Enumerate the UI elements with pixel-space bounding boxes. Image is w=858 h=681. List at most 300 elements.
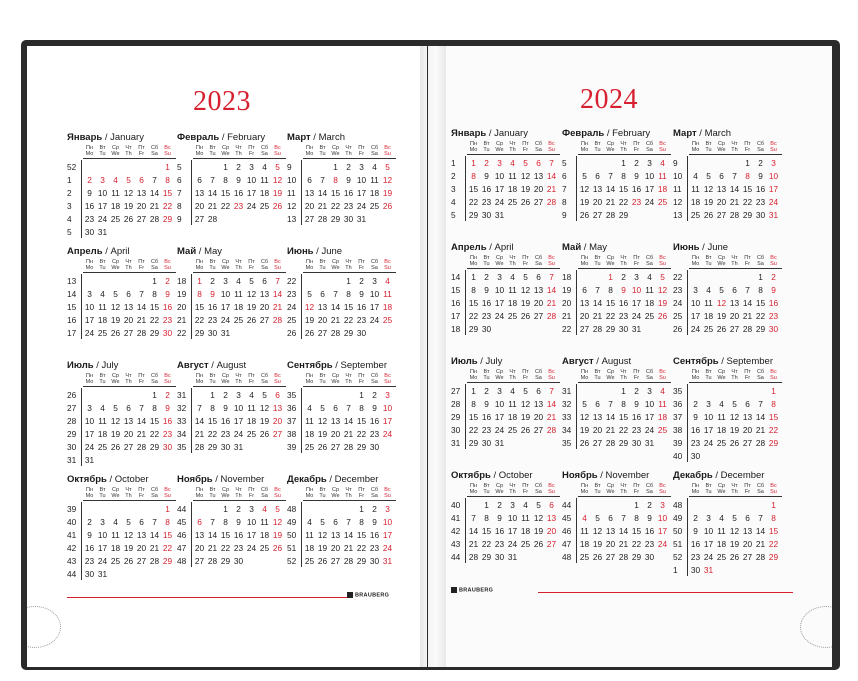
week-divider <box>81 388 82 466</box>
day-cell: 6 <box>595 399 600 409</box>
day-cell: 24 <box>703 438 714 448</box>
day-cell: 27 <box>317 328 328 338</box>
day-cell: 23 <box>755 197 766 207</box>
weekday-label: Вт Tu <box>705 141 712 153</box>
day-cell: 28 <box>149 214 160 224</box>
day-cell: 6 <box>536 158 541 168</box>
weekday-label: Пн Mo <box>580 369 589 381</box>
day-cell: 27 <box>742 552 753 562</box>
day-cell: 19 <box>657 298 668 308</box>
day-cell: 3 <box>385 390 390 400</box>
day-cell: 20 <box>592 425 603 435</box>
week-divider <box>576 498 577 563</box>
day-cell: 16 <box>207 302 218 312</box>
weekday-label: Ср We <box>221 373 230 385</box>
weekday-label: Сб Sa <box>645 483 654 495</box>
day-cell: 14 <box>343 530 354 540</box>
day-cell: 13 <box>605 526 616 536</box>
weekday-label: Пн Mo <box>85 487 94 499</box>
day-cell: 17 <box>220 302 231 312</box>
day-cell: 3 <box>510 500 515 510</box>
day-cell: 8 <box>471 285 476 295</box>
day-cell: 3 <box>359 162 364 172</box>
day-cell: 22 <box>631 539 642 549</box>
day-cell: 12 <box>382 175 393 185</box>
weekday-label: Вт Tu <box>594 369 601 381</box>
day-cell: 30 <box>356 328 367 338</box>
day-cell: 26 <box>520 311 531 321</box>
day-cell: 27 <box>304 214 315 224</box>
day-cell: 22 <box>768 425 779 435</box>
day-cell: 25 <box>507 311 518 321</box>
month-name-ru: Январь <box>67 132 103 143</box>
weekday-label: Ср We <box>331 373 340 385</box>
day-cell: 31 <box>631 324 642 334</box>
day-cell: 1 <box>621 158 626 168</box>
day-cell: 24 <box>220 315 231 325</box>
day-cell: 22 <box>742 197 753 207</box>
day-cell: 23 <box>220 429 231 439</box>
day-cell: 1 <box>634 500 639 510</box>
day-cell: 4 <box>249 390 254 400</box>
day-cell: 1 <box>333 162 338 172</box>
week-number: 26 <box>287 328 297 338</box>
day-cell: 11 <box>111 188 120 198</box>
weekday-label: Вт Tu <box>483 369 490 381</box>
week-number: 21 <box>562 311 572 321</box>
day-cell: 22 <box>356 429 367 439</box>
week-number: 46 <box>562 526 572 536</box>
day-cell: 14 <box>207 530 218 540</box>
day-cell: 7 <box>745 285 750 295</box>
day-cell: 1 <box>471 158 476 168</box>
month-block <box>451 356 559 470</box>
week-number: 23 <box>287 289 297 299</box>
day-cell: 8 <box>152 403 157 413</box>
day-cell: 6 <box>745 399 750 409</box>
day-cell: 26 <box>272 543 283 553</box>
month-name-ru: Декабрь <box>673 470 713 481</box>
day-cell: 30 <box>233 556 244 566</box>
day-cell: 25 <box>716 438 727 448</box>
weekday-label: Вс Su <box>770 141 777 153</box>
day-cell: 5 <box>582 171 587 181</box>
day-cell: 6 <box>608 513 613 523</box>
weekday-label: Пн Mo <box>580 483 589 495</box>
weekday-label: Чт Th <box>125 145 132 157</box>
weekday-label: Пт Fr <box>522 369 529 381</box>
weekday-header <box>83 259 176 273</box>
day-cell: 7 <box>333 289 338 299</box>
week-number: 15 <box>67 302 77 312</box>
week-number: 46 <box>177 530 187 540</box>
week-number: 8 <box>562 197 567 207</box>
week-number: 11 <box>673 184 682 194</box>
day-cell: 26 <box>520 197 531 207</box>
month-name-en: December <box>334 474 379 485</box>
day-cell: 23 <box>233 543 244 553</box>
day-cell: 14 <box>546 171 557 181</box>
day-cell: 25 <box>304 556 315 566</box>
day-cell: 1 <box>771 386 776 396</box>
day-cell: 29 <box>149 328 160 338</box>
day-cell: 5 <box>523 272 528 282</box>
day-cell: 29 <box>618 210 629 220</box>
week-number: 42 <box>67 543 77 553</box>
day-cell: 6 <box>732 285 737 295</box>
day-cell: 19 <box>579 197 590 207</box>
day-cell: 25 <box>369 201 380 211</box>
day-cell: 29 <box>356 556 367 566</box>
day-cell: 21 <box>605 425 616 435</box>
month-name-en: January <box>110 132 144 143</box>
day-cell: 21 <box>755 425 766 435</box>
weekday-label: Сб Sa <box>370 259 379 271</box>
day-cell: 4 <box>523 500 528 510</box>
month-name-en: June <box>321 246 343 257</box>
day-cell: 3 <box>660 500 665 510</box>
day-cell: 2 <box>236 162 241 172</box>
weekday-label: Чт Th <box>235 145 242 157</box>
day-cell: 20 <box>729 311 740 321</box>
day-cell: 18 <box>507 412 518 422</box>
weekday-label: Пт Fr <box>358 145 365 157</box>
day-cell: 28 <box>605 210 616 220</box>
day-cell: 15 <box>162 530 173 540</box>
day-cell: 4 <box>719 399 724 409</box>
day-cell: 8 <box>197 289 202 299</box>
weekday-label: Чт Th <box>509 141 516 153</box>
weekday-label: Сб Sa <box>756 141 765 153</box>
day-cell: 31 <box>233 442 244 452</box>
day-cell: 8 <box>471 399 476 409</box>
day-cell: 17 <box>494 298 505 308</box>
day-cell: 3 <box>706 399 711 409</box>
day-cell: 24 <box>644 197 655 207</box>
week-number: 9 <box>177 214 182 224</box>
weekday-label: Ср We <box>111 487 120 499</box>
day-cell: 3 <box>693 285 698 295</box>
day-cell: 3 <box>497 158 502 168</box>
day-cell: 13 <box>194 530 205 540</box>
day-cell: 6 <box>197 517 202 527</box>
day-cell: 21 <box>343 429 354 439</box>
day-cell: 17 <box>369 302 380 312</box>
week-number: 40 <box>673 451 683 461</box>
day-cell: 10 <box>382 517 393 527</box>
day-cell: 24 <box>369 315 380 325</box>
day-cell: 19 <box>729 539 740 549</box>
day-cell: 6 <box>307 175 312 185</box>
week-number: 3 <box>451 184 456 194</box>
weekday-header <box>303 373 396 387</box>
day-cell: 27 <box>592 210 603 220</box>
day-cell: 2 <box>484 272 489 282</box>
month-name-en: December <box>720 470 765 481</box>
day-cell: 8 <box>621 171 626 181</box>
day-cell: 5 <box>126 175 131 185</box>
day-cell: 25 <box>507 197 518 207</box>
day-cell: 6 <box>549 500 554 510</box>
day-cell: 7 <box>549 272 554 282</box>
day-cell: 29 <box>207 442 218 452</box>
day-cell: 21 <box>194 429 205 439</box>
weekday-label: Сб Sa <box>150 259 159 271</box>
weekday-label: Ср We <box>606 369 615 381</box>
week-number: 18 <box>451 324 461 334</box>
day-cell: 10 <box>382 403 393 413</box>
weekday-label: Вс Su <box>384 259 391 271</box>
week-number: 16 <box>451 298 461 308</box>
day-cell: 22 <box>755 311 766 321</box>
day-cell: 18 <box>507 184 518 194</box>
day-cell: 13 <box>546 513 557 523</box>
day-cell: 26 <box>703 210 714 220</box>
day-cell: 16 <box>755 184 766 194</box>
day-cell: 20 <box>194 201 205 211</box>
month-block <box>673 242 781 356</box>
weekday-header <box>467 483 560 497</box>
day-cell: 28 <box>330 328 341 338</box>
brand-logo <box>451 587 493 593</box>
day-cell: 21 <box>618 539 629 549</box>
weekday-label: Сб Sa <box>534 369 543 381</box>
weekday-header <box>193 259 286 273</box>
day-cell: 17 <box>631 298 642 308</box>
day-cell: 21 <box>468 539 479 549</box>
weekday-label: Вс Su <box>770 255 777 267</box>
month-name: Март / March <box>287 132 345 143</box>
day-cell: 28 <box>194 442 205 452</box>
day-cell: 14 <box>149 188 160 198</box>
month-block <box>67 474 175 588</box>
day-cell: 28 <box>272 315 283 325</box>
day-cell: 14 <box>755 526 766 536</box>
month-block <box>287 132 395 246</box>
day-cell: 25 <box>657 197 668 207</box>
day-cell: 30 <box>84 227 95 237</box>
day-cell: 18 <box>246 416 257 426</box>
day-cell: 9 <box>372 517 377 527</box>
day-cell: 12 <box>272 517 283 527</box>
week-number: 35 <box>673 386 683 396</box>
day-cell: 6 <box>595 171 600 181</box>
week-divider <box>191 502 192 567</box>
week-number: 20 <box>562 298 572 308</box>
month-block <box>451 470 559 584</box>
day-cell: 5 <box>523 386 528 396</box>
corner-decoration <box>27 606 61 648</box>
week-number: 45 <box>177 517 187 527</box>
day-cell: 19 <box>729 425 740 435</box>
day-cell: 18 <box>716 539 727 549</box>
weekday-label: Пт Fr <box>138 373 145 385</box>
day-cell: 12 <box>246 289 257 299</box>
week-number: 30 <box>451 425 461 435</box>
day-cell: 18 <box>507 298 518 308</box>
day-cell: 4 <box>510 158 515 168</box>
weekday-label: Вт Tu <box>483 483 490 495</box>
weekday-label: Ср We <box>331 259 340 271</box>
week-number: 47 <box>562 539 572 549</box>
day-cell: 24 <box>690 324 701 334</box>
day-cell: 2 <box>210 276 215 286</box>
day-cell: 16 <box>481 298 492 308</box>
week-divider <box>301 502 302 567</box>
day-cell: 10 <box>97 188 108 198</box>
day-cell: 30 <box>481 210 492 220</box>
day-cell: 8 <box>165 175 170 185</box>
weekday-label: Сб Sa <box>534 255 543 267</box>
day-cell: 17 <box>507 526 518 536</box>
week-number: 33 <box>177 416 187 426</box>
day-cell: 13 <box>123 416 134 426</box>
month-name-en: April <box>494 242 514 253</box>
day-cell: 1 <box>346 276 351 286</box>
day-cell: 19 <box>246 302 257 312</box>
month-name: Июнь / June <box>673 242 729 253</box>
day-cell: 9 <box>621 285 626 295</box>
day-cell: 22 <box>343 315 354 325</box>
day-cell: 18 <box>304 543 315 553</box>
day-cell: 4 <box>647 272 652 282</box>
weekday-label: Пт Fr <box>248 487 255 499</box>
day-cell: 6 <box>582 285 587 295</box>
weekday-label: Пт Fr <box>248 259 255 271</box>
weekday-label: Вс Su <box>548 255 555 267</box>
day-cell: 24 <box>84 442 95 452</box>
weekday-label: Пн Mo <box>469 255 478 267</box>
weekday-label: Чт Th <box>731 483 738 495</box>
day-cell: 3 <box>87 289 92 299</box>
month-name: Октябрь / October <box>451 470 533 481</box>
day-cell: 6 <box>536 272 541 282</box>
day-cell: 11 <box>521 513 530 523</box>
day-cell: 12 <box>123 188 134 198</box>
weekday-label: Пн Mo <box>195 487 204 499</box>
weekday-label: Пн Mo <box>85 259 94 271</box>
day-cell: 7 <box>732 171 737 181</box>
day-cell: 20 <box>592 197 603 207</box>
day-cell: 27 <box>533 425 544 435</box>
week-divider <box>465 156 466 221</box>
day-cell: 4 <box>100 403 105 413</box>
day-cell: 5 <box>732 513 737 523</box>
day-cell: 9 <box>236 175 241 185</box>
day-cell: 22 <box>481 539 492 549</box>
weekday-label: Вт Tu <box>319 373 326 385</box>
month-name-ru: Июль <box>451 356 478 367</box>
month-name-ru: Ноябрь <box>562 470 598 481</box>
day-cell: 27 <box>123 328 134 338</box>
weekday-label: Пт Fr <box>744 255 751 267</box>
week-number: 40 <box>451 500 461 510</box>
month-block <box>451 128 559 242</box>
day-cell: 18 <box>304 429 315 439</box>
day-cell: 6 <box>126 289 131 299</box>
day-cell: 3 <box>100 517 105 527</box>
day-cell: 11 <box>508 285 517 295</box>
weekday-label: Пт Fr <box>358 373 365 385</box>
day-cell: 15 <box>618 184 629 194</box>
day-cell: 13 <box>533 399 544 409</box>
week-number: 36 <box>673 399 683 409</box>
month-name-ru: Июнь <box>287 246 314 257</box>
day-cell: 30 <box>162 442 173 452</box>
day-cell: 1 <box>152 276 157 286</box>
year-title: 2024 <box>580 84 638 115</box>
month-name-ru: Октябрь <box>451 470 491 481</box>
day-cell: 16 <box>369 416 380 426</box>
day-cell: 4 <box>510 272 515 282</box>
weekday-label: Ср We <box>221 487 230 499</box>
day-cell: 13 <box>330 416 341 426</box>
day-cell: 18 <box>690 197 701 207</box>
weekday-label: Ср We <box>331 487 340 499</box>
day-cell: 18 <box>520 526 531 536</box>
month-name: Февраль / February <box>562 128 651 139</box>
weekday-label: Чт Th <box>620 369 627 381</box>
day-cell: 24 <box>97 214 108 224</box>
day-cell: 27 <box>579 324 590 334</box>
weekday-label: Сб Sa <box>756 255 765 267</box>
day-cell: 2 <box>359 276 364 286</box>
weekday-label: Чт Th <box>345 487 352 499</box>
week-number: 47 <box>177 543 187 553</box>
month-block <box>562 128 670 242</box>
day-cell: 29 <box>742 210 753 220</box>
month-name-en: August <box>601 356 632 367</box>
day-cell: 23 <box>84 556 95 566</box>
day-cell: 10 <box>84 416 95 426</box>
weekday-label: Чт Th <box>125 487 132 499</box>
day-cell: 24 <box>644 425 655 435</box>
day-cell: 18 <box>110 201 121 211</box>
day-cell: 15 <box>605 298 616 308</box>
day-cell: 1 <box>621 386 626 396</box>
day-cell: 24 <box>494 197 505 207</box>
day-cell: 20 <box>259 302 270 312</box>
day-cell: 12 <box>729 412 740 422</box>
day-cell: 23 <box>233 201 244 211</box>
month-name: Апрель / April <box>67 246 130 257</box>
day-cell: 25 <box>246 429 257 439</box>
week-number: 3 <box>67 201 72 211</box>
day-cell: 23 <box>369 543 380 553</box>
weekday-label: Вс Su <box>770 369 777 381</box>
month-name-ru: Ноябрь <box>177 474 213 485</box>
day-cell: 8 <box>359 403 364 413</box>
day-cell: 15 <box>220 530 231 540</box>
month-block <box>562 470 670 584</box>
brand-text: BRAUBERG <box>355 592 390 599</box>
day-cell: 15 <box>468 184 479 194</box>
weekday-header <box>193 373 286 387</box>
weekday-label: Пн Mo <box>691 369 700 381</box>
day-cell: 18 <box>716 425 727 435</box>
day-cell: 9 <box>634 171 639 181</box>
week-number: 35 <box>177 442 187 452</box>
month-block <box>177 474 285 588</box>
week-divider <box>576 270 577 335</box>
weekday-header <box>83 145 176 159</box>
weekday-label: Сб Sa <box>150 145 159 157</box>
day-cell: 15 <box>330 188 341 198</box>
week-number: 27 <box>67 403 77 413</box>
day-cell: 12 <box>110 416 121 426</box>
week-number: 31 <box>67 455 77 465</box>
day-cell: 4 <box>510 386 515 396</box>
